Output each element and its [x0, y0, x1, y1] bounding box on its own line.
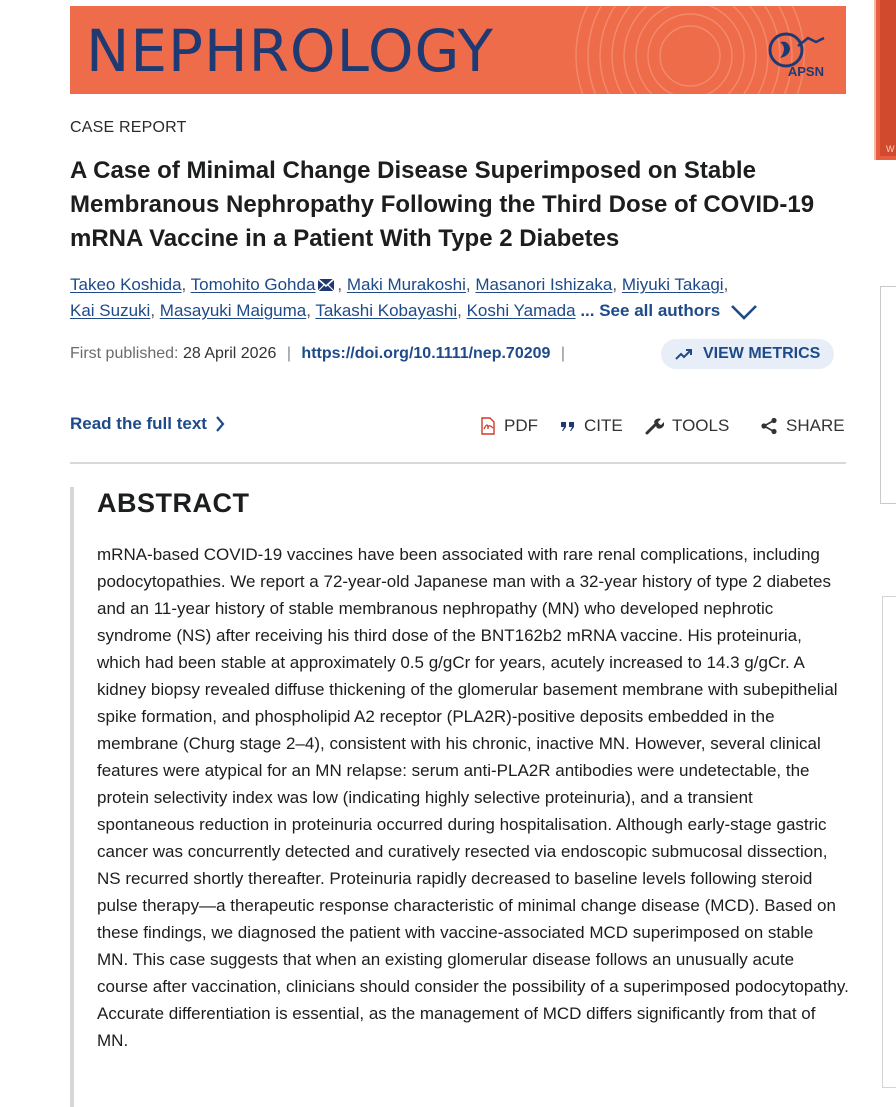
share-button[interactable] — [760, 416, 845, 436]
quote-icon — [560, 420, 576, 432]
view-metrics-label: VIEW METRICS — [703, 345, 821, 362]
chevron-down-icon[interactable] — [730, 304, 758, 320]
mail-icon[interactable] — [317, 278, 335, 292]
article-title: A Case of Minimal Change Disease Superimposed on Stable Membranous Nephropathy Following the Third Dose of COVID-19 mRNA Vaccine in a Patient With Type 2 Diabetes — [70, 157, 815, 252]
side-panel — [880, 286, 896, 504]
author-link[interactable]: Miyuki Takagi — [621, 275, 724, 294]
pdf-icon — [480, 417, 496, 435]
divider — [70, 462, 846, 464]
article-toolbar — [70, 414, 846, 444]
side-cover-text: W — [886, 144, 895, 154]
tools-button[interactable] — [644, 416, 729, 436]
separator: | — [286, 345, 291, 362]
apsn-label: APSN — [787, 64, 824, 79]
read-full-text-label: Read the full text — [70, 414, 207, 433]
cite-button[interactable] — [560, 416, 623, 436]
chevron-right-icon — [215, 415, 225, 433]
author-link[interactable]: Masayuki Maiguma — [159, 301, 307, 320]
see-all-authors-link[interactable]: ... See all authors — [580, 301, 721, 320]
read-full-text-link[interactable] — [70, 414, 225, 434]
published-date: 28 April 2026 — [182, 345, 277, 362]
author-link[interactable]: Takashi Kobayashi — [315, 301, 458, 320]
view-metrics-button[interactable] — [661, 339, 834, 369]
wrench-icon — [644, 416, 664, 436]
author-link[interactable]: Masanori Ishizaka — [475, 275, 613, 294]
author-link[interactable]: Kai Suzuki — [70, 301, 151, 320]
author-link[interactable]: Tomohito Gohda — [190, 275, 316, 294]
pdf-label: PDF — [504, 416, 538, 435]
side-panel-lower — [882, 596, 896, 1088]
abstract-side-rule — [70, 487, 74, 1107]
journal-banner[interactable] — [70, 6, 846, 94]
abstract-heading: ABSTRACT — [97, 488, 250, 518]
separator: | — [560, 345, 566, 362]
tools-label: TOOLS — [672, 416, 730, 435]
share-icon — [760, 417, 778, 435]
doi-link[interactable]: https://doi.org/10.1111/nep.70209 — [301, 345, 551, 362]
trending-up-icon — [675, 348, 693, 360]
side-cover-image — [880, 0, 896, 156]
abstract-text: mRNA-based COVID-19 vaccines have been associated with rare renal complications, including podocytopathies. We report a 72-year-old Japanese man with a 32-year history of type 2 diabetes and an 11-year history of stable membranous nephropathy (MN) who developed nephrotic syndrome (NS) after receiving his third dose of the BNT162b2 mRNA vaccine. His proteinuria, which had been stable at approximately 0.5 g/gCr for years, acutely increased to 14.3 g/gCr. A kidney biopsy revealed diffuse thickening of the glomerular basement membrane with subepithelial spike formation, and phospholipid A2 receptor (PLA2R)-positive deposits embedded in the membrane (Churg stage 2–4), consistent with his chronic, inactive MN. However, several clinical features were atypical for an MN relapse: serum anti-PLA2R antibodies were undetectable, the protein selectivity index was low (indicating highly selective proteinuria), and a transient spontaneous reduction in proteinuria occurred during hospitalisation. Although early-stage gastric cancer was concurrently detected and curatively resected via endoscopic submucosal dissection, NS recurred shortly thereafter. Proteinuria rapidly decreased to baseline levels following steroid pulse therapy—a therapeutic response characteristic of minimal change disease (MCD). Based on these findings, we diagnosed the patient with vaccine-associated MCD superimposed on stable MN. This case suggests that when an existing glomerular disease follows an unusually acute course after vaccination, clinicians should consider the possibility of a superimposed podocytopathy. Accurate differentiation is essential, as the management of MCD differs significantly from that of MN. — [97, 545, 849, 1050]
author-list: Takeo Koshida, Tomohito Gohda , Maki Murakoshi, Masanori Ishizaka, Miyuki Takagi, Kai Suzuki, Masayuki Maiguma, Takashi Kobayashi, Koshi Yamada ... See all authors — [70, 272, 850, 324]
side-cover-thumbnail[interactable] — [874, 0, 896, 160]
article-type: CASE REPORT — [70, 119, 187, 136]
author-link[interactable]: Koshi Yamada — [466, 301, 576, 320]
cite-label: CITE — [584, 416, 623, 435]
publication-info — [70, 340, 850, 370]
pdf-button[interactable] — [480, 416, 538, 436]
author-link[interactable]: Maki Murakoshi — [346, 275, 466, 294]
published-label: First published: — [70, 345, 179, 362]
share-label: SHARE — [786, 416, 845, 435]
journal-name: NEPHROLOGY — [86, 17, 494, 85]
author-link[interactable]: Takeo Koshida — [70, 275, 182, 294]
